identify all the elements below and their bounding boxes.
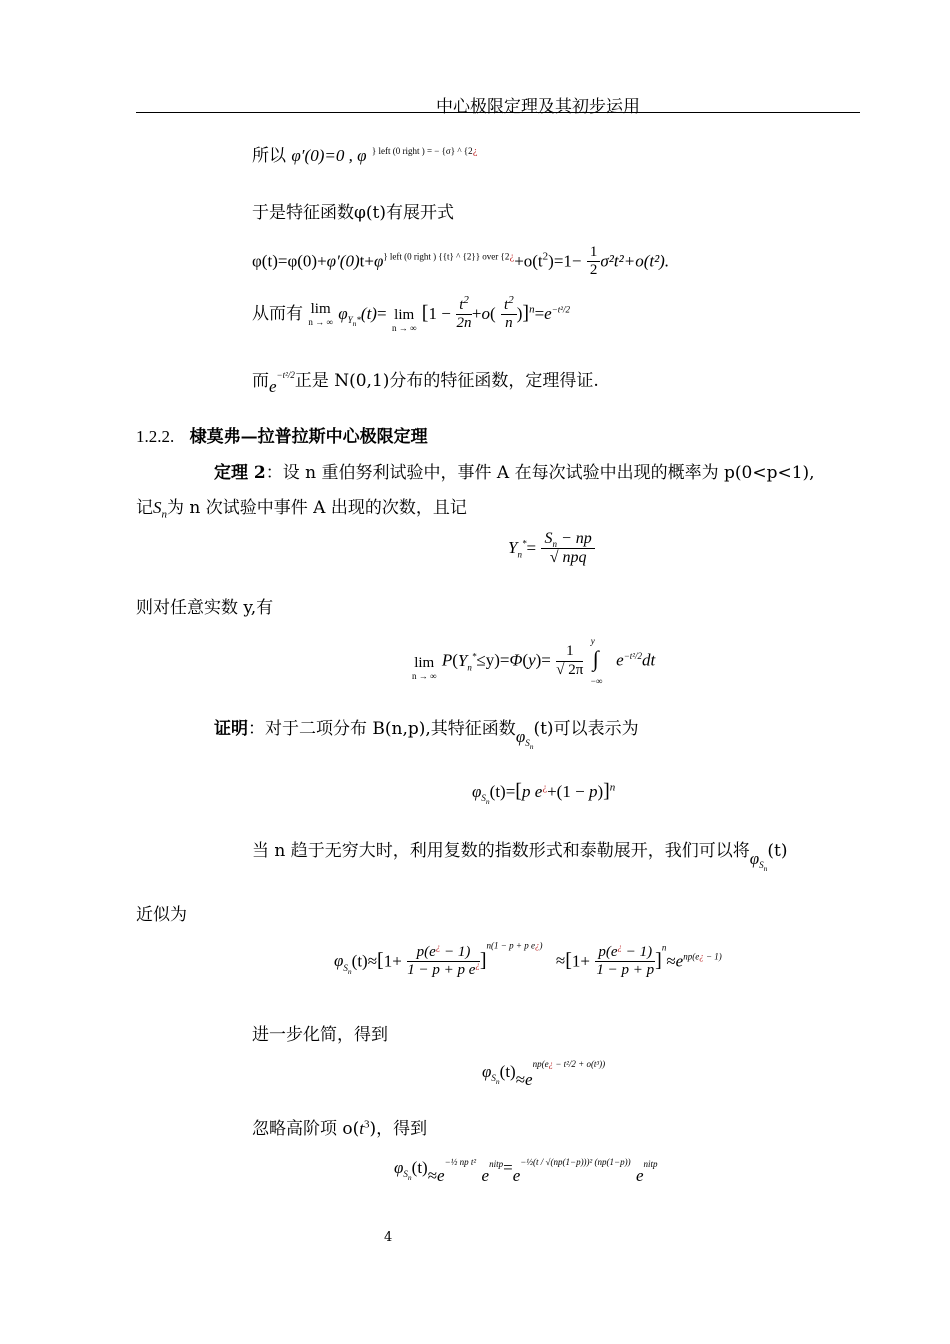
garbled-equation-2: } left (0 right ) {{t} ^ {2}} over {2 [383, 251, 510, 262]
expansion-part-c: t+ [359, 251, 374, 271]
fraction-t2-n: $\frac{t^2}{n}$ [501, 297, 517, 333]
expansion-part-e: +o(t [514, 251, 543, 271]
conclusion-text: 正是 N(0,1)分布的特征函数，定理得证. [294, 371, 599, 391]
theorem-text-2a: 记 [136, 498, 153, 518]
formula-theorem-result: lim n → ∞ $P(Y_n^*\le y)=\Phi(y)=$ $\frac{1}{√ 2\pi}$ y ∫ −∞ $e^{-t^2/2}dt$ [412, 636, 656, 686]
lim-operator-3: lim n → ∞ [412, 654, 437, 681]
text-approx: 近似为 [136, 905, 187, 925]
fraction-one-over-sqrt2pi: $\frac{1}{√ 2\pi}$ [556, 643, 584, 678]
theorem-text-1: ：设 n 重伯努利试验中，事件 A 在每次试验中出现的概率为 p(0<p<1), [265, 463, 815, 483]
formula-limit: 从而有 lim n → ∞ $\varphi_{Y_n*}(t)=$ lim n → ∞ [1 − $\frac{t^2}{2n}$ +o( $\frac{t^2}{n}$ )]$^n=e^{-t^2/2}$ [252, 293, 570, 333]
formula-approximation: $\varphi_{S_n}(t)\approx[1+$ $\frac{p(e^¿ - 1)}{1 - p + p e^¿}$ ]$^{n(1 - p + p e¿)}$ ≈[1+ $\frac{p(e^¿ - 1)}{1 - p + p}$ ]$^n\approx e^{np(e¿ - 1)}$ [334, 940, 722, 979]
fraction-t2-2n: $\frac{t^2}{2n}$ [456, 293, 472, 331]
missing-glyph: ¿ [472, 147, 478, 157]
theorem-2-line2: 记$S_n$为 n 次试验中事件 A 出现的次数，且记 [136, 498, 467, 521]
lim-operator-2: lim n → ∞ [391, 307, 417, 333]
text-conclusion [252, 366, 599, 397]
formula-expansion [252, 244, 669, 280]
proof-line: 证明：对于二项分布 B(n,p),其特征函数$\varphi_{S_n}(t)$可以表示为 [214, 719, 639, 752]
page-number: 4 [384, 1230, 393, 1245]
page-header-title: 中心极限定理及其初步运用 [436, 97, 640, 117]
text-further: 进一步化简，得到 [252, 1025, 388, 1045]
formula-char-function: $\varphi_{S_n}(t)=[p$ e¿+(1 − p)]$^n$ [472, 780, 616, 807]
label-suoyi: 所以 [252, 146, 286, 166]
proof-tail: (t)可以表示为 [533, 719, 639, 739]
theorem-label: 定理 2 [214, 463, 266, 483]
formula-simplified: $\varphi_{S_n}(t)\approx e^{np(e¿ - t^2/2 + o(t^3))}$ [482, 1059, 606, 1089]
when-line: 当 n 趋于无穷大时，利用复数的指数形式和泰勒展开，我们可以将$\varphi_{S_n}(t)$ [252, 841, 788, 874]
when-tail: (t) [767, 841, 788, 861]
exp-2: 2 [542, 250, 549, 263]
section-number: 1.2.2. [136, 427, 175, 446]
proof-label: 证明 [214, 719, 248, 739]
text-expansion-intro: 于是特征函数φ(t)有展开式 [252, 203, 454, 223]
integral-sign: y ∫ −∞ [590, 636, 603, 686]
theorem-text-2b: 为 n 次试验中事件 A 出现的次数，且记 [167, 498, 467, 518]
proof-text: ：对于二项分布 B(n,p),其特征函数 [248, 719, 516, 739]
section-heading [136, 422, 428, 447]
label-congerhaveyou: 从而有 [252, 304, 303, 324]
ignore-text-2: )，得到 [369, 1119, 428, 1139]
fraction-approx-2: $\frac{p(e^¿ - 1)}{1 - p + p}$ [596, 942, 655, 979]
formula-e-half: $e^{-t^2/2}$ [269, 370, 295, 396]
ignore-line: 忽略高阶项 $o(t^3)$，得到 [252, 1118, 428, 1139]
fraction-standardized: $\frac{S_n - np}{\text{√ npq}}$ [541, 530, 594, 568]
text-suoyi [252, 141, 477, 166]
header-rule [136, 112, 860, 113]
theorem-2-line1 [214, 458, 815, 483]
lim-operator-1: lim n → ∞ [308, 301, 333, 327]
expansion-part-f: )=1− [548, 251, 582, 271]
formula-phi-zero: φ′(0)=0 , φ [291, 146, 367, 165]
fraction-approx-1: $\frac{p(e^¿ - 1)}{1 - p + p e^¿}$ [407, 942, 480, 979]
expansion-part-b: φ′(0) [326, 251, 360, 271]
formula-standardized: $Y_n^*=$ $\frac{S_n - np}{\text{√ npq}}$ [508, 530, 595, 568]
formula-final: $\varphi_{S_n}(t)\approx e^{-\frac{1}{2} np t^2}$ $e^{nitp}=e^{-\frac{1}{2}(t / √(np(1-p)))^2 (np(1-p))}$ $e^{nitp}$ [394, 1157, 658, 1185]
garbled-equation-1: } left (0 right ) = − {σ} ^ {2 [371, 146, 473, 156]
expansion-part-a: φ(t)=φ(0)+ [252, 251, 327, 271]
expansion-part-d: φ [373, 251, 384, 271]
section-title: 棣莫弗—拉普拉斯中心极限定理 [189, 427, 428, 447]
ignore-text-1: 忽略高阶项 o( [252, 1119, 360, 1139]
fraction-half: $\frac{1}{2}$ [587, 244, 601, 280]
label-er: 而 [252, 371, 269, 391]
missing-glyph: ¿ [509, 252, 515, 263]
text-then: 则对任意实数 y,有 [136, 598, 274, 618]
expansion-part-g: σ²t²+o(t²). [600, 251, 670, 271]
when-text: 当 n 趋于无穷大时，利用复数的指数形式和泰勒展开，我们可以将 [252, 841, 750, 861]
